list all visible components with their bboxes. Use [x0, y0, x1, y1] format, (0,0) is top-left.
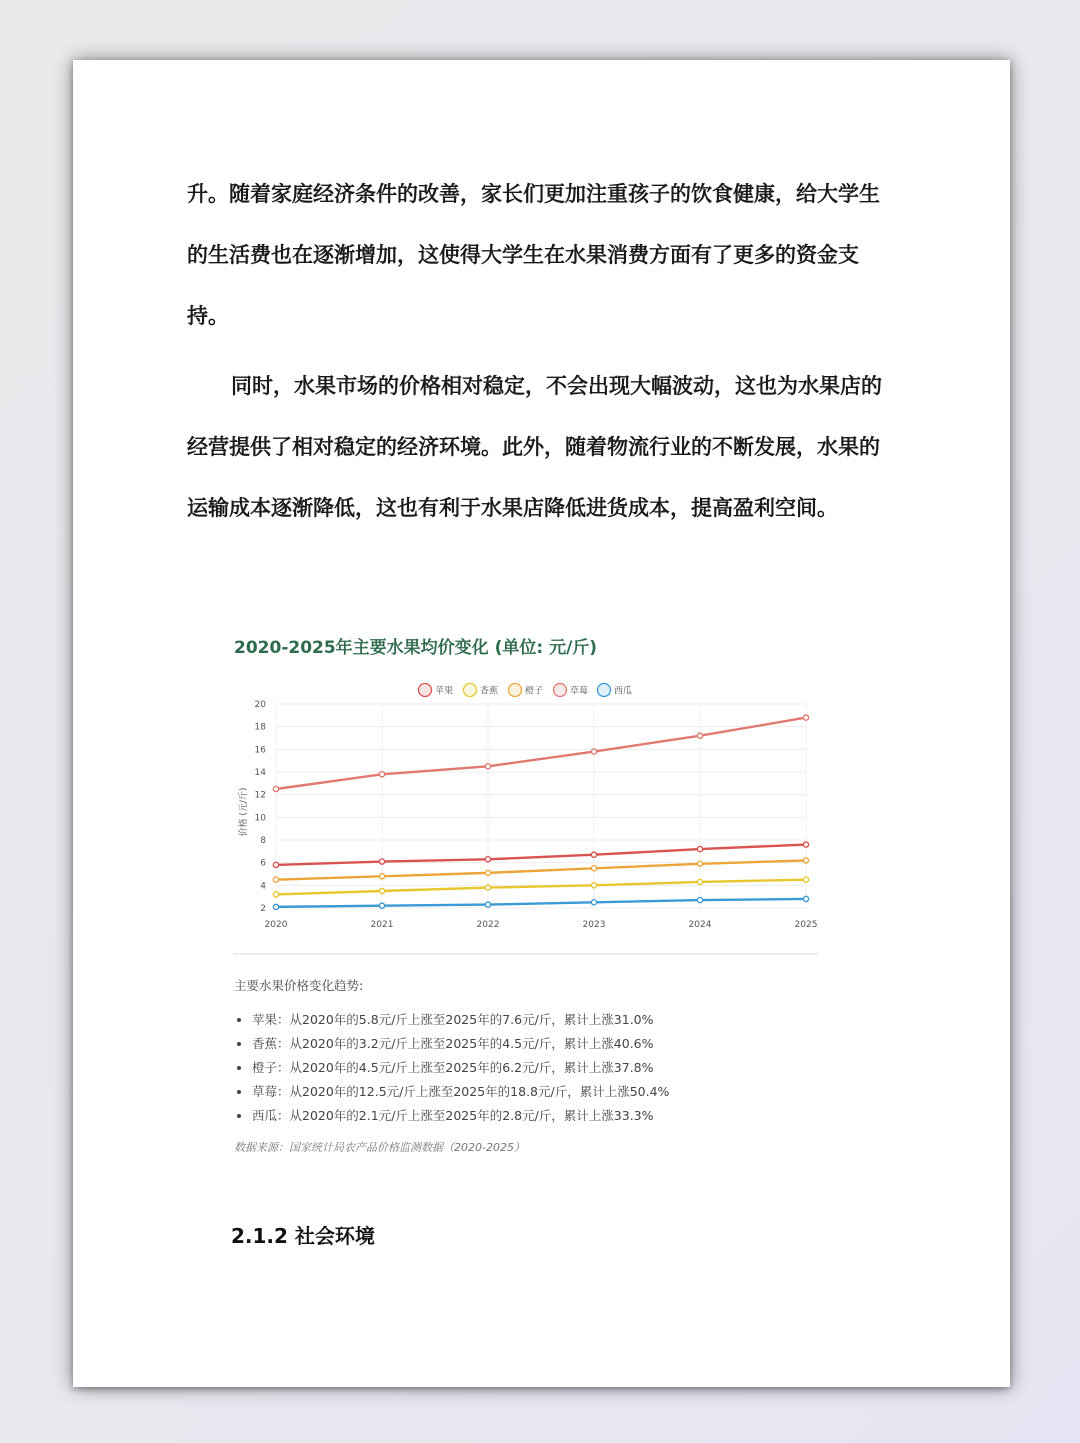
- summary-item-banana: • 香蕉：从2020年的3.2元/斤上涨至2025年的4.5元/斤，累计上涨40.6%: [252, 1032, 834, 1056]
- series-line-4: [276, 899, 806, 907]
- x-axis-ticks: [265, 920, 818, 930]
- legend-label-2: 橙子: [525, 686, 544, 697]
- summary-item-apple: • 苹果：从2020年的5.8元/斤上涨至2025年的7.6元/斤，累计上涨31.0%: [252, 1008, 834, 1032]
- chart-series: [273, 715, 808, 909]
- x-tick-label: 2023: [582, 920, 606, 930]
- y-tick-label: 12: [254, 790, 266, 801]
- data-point: [485, 870, 490, 875]
- data-point: [697, 879, 702, 884]
- data-point: [379, 903, 384, 908]
- chart-title: 2020-2025年主要水果均价变化 (单位: 元/斤): [234, 638, 598, 658]
- data-point: [591, 866, 596, 871]
- section-heading: 2.1.2 社会环境: [231, 1224, 375, 1248]
- summary-list: [234, 1008, 834, 1128]
- data-point: [273, 862, 278, 867]
- y-tick-label: 10: [254, 813, 266, 824]
- y-tick-label: 18: [254, 722, 266, 733]
- x-tick-label: 2025: [794, 920, 818, 930]
- data-point: [273, 786, 278, 791]
- x-tick-label: 2022: [476, 920, 500, 930]
- data-point: [697, 897, 702, 902]
- y-tick-label: 20: [254, 700, 266, 710]
- y-tick-label: 6: [260, 858, 266, 869]
- legend-marker-2: [509, 684, 522, 697]
- y-tick-label: 16: [254, 745, 266, 756]
- y-tick-label: 4: [260, 881, 266, 892]
- x-tick-label: 2024: [688, 920, 712, 930]
- data-point: [273, 904, 278, 909]
- legend-marker-3: [554, 684, 567, 697]
- legend-label-4: 西瓜: [614, 686, 633, 697]
- data-point: [485, 764, 490, 769]
- data-point: [273, 877, 278, 882]
- y-tick-label: 14: [254, 768, 266, 778]
- y-tick-label: 8: [260, 836, 266, 846]
- paragraph-1: 升。随着家庭经济条件的改善，家长们更加注重孩子的饮食健康，给大学生的生活费也在逐渐增加，这使得大学生在水果消费方面有了更多的资金支持。: [187, 182, 880, 328]
- y-axis-label: 价格 (元/斤): [239, 787, 249, 837]
- data-source-note: 数据来源：国家统计局农产品价格监测数据（2020-2025）: [234, 1141, 525, 1154]
- data-point: [591, 883, 596, 888]
- data-point: [591, 852, 596, 857]
- data-point: [591, 900, 596, 905]
- summary-item-watermelon: • 西瓜：从2020年的2.1元/斤上涨至2025年的2.8元/斤，累计上涨33.3%: [252, 1104, 834, 1128]
- data-point: [697, 846, 702, 851]
- summary-heading: 主要水果价格变化趋势:: [234, 978, 364, 993]
- data-point: [803, 858, 808, 863]
- data-point: [591, 749, 596, 754]
- legend-label-1: 香蕉: [480, 686, 499, 697]
- y-tick-label: 2: [260, 904, 266, 914]
- summary-item-orange: • 橙子：从2020年的4.5元/斤上涨至2025年的6.2元/斤，累计上涨37.8%: [252, 1056, 834, 1080]
- price-line-chart: [228, 672, 828, 957]
- data-point: [273, 892, 278, 897]
- data-point: [379, 888, 384, 893]
- data-point: [379, 859, 384, 864]
- legend-marker-4: [598, 684, 611, 697]
- legend-marker-0: [419, 684, 432, 697]
- data-point: [485, 885, 490, 890]
- data-point: [803, 896, 808, 901]
- legend-marker-1: [464, 684, 477, 697]
- data-point: [803, 842, 808, 847]
- data-point: [803, 877, 808, 882]
- document-page: [73, 60, 1010, 1387]
- summary-block: [234, 976, 834, 1128]
- legend-label-0: 苹果: [435, 686, 454, 697]
- chart-legend: [419, 684, 633, 697]
- data-point: [485, 902, 490, 907]
- data-point: [379, 874, 384, 879]
- series-line-1: [276, 880, 806, 895]
- data-point: [379, 772, 384, 777]
- x-tick-label: 2020: [264, 920, 288, 930]
- y-axis-ticks: [255, 700, 267, 914]
- legend-label-3: 草莓: [570, 686, 589, 697]
- paragraph-2: 同时，水果市场的价格相对稳定，不会出现大幅波动，这也为水果店的经营提供了相对稳定的经济环境。此外，随着物流行业的不断发展，水果的运输成本逐渐降低，这也有利于水果店降低进货成本，提高盈利空间。: [187, 374, 882, 520]
- summary-item-strawberry: • 草莓：从2020年的12.5元/斤上涨至2025年的18.8元/斤，累计上涨50.4%: [252, 1080, 834, 1104]
- x-tick-label: 2021: [370, 920, 394, 930]
- series-line-3: [276, 718, 806, 789]
- data-point: [697, 733, 702, 738]
- data-point: [697, 861, 702, 866]
- data-point: [485, 857, 490, 862]
- data-point: [803, 715, 808, 720]
